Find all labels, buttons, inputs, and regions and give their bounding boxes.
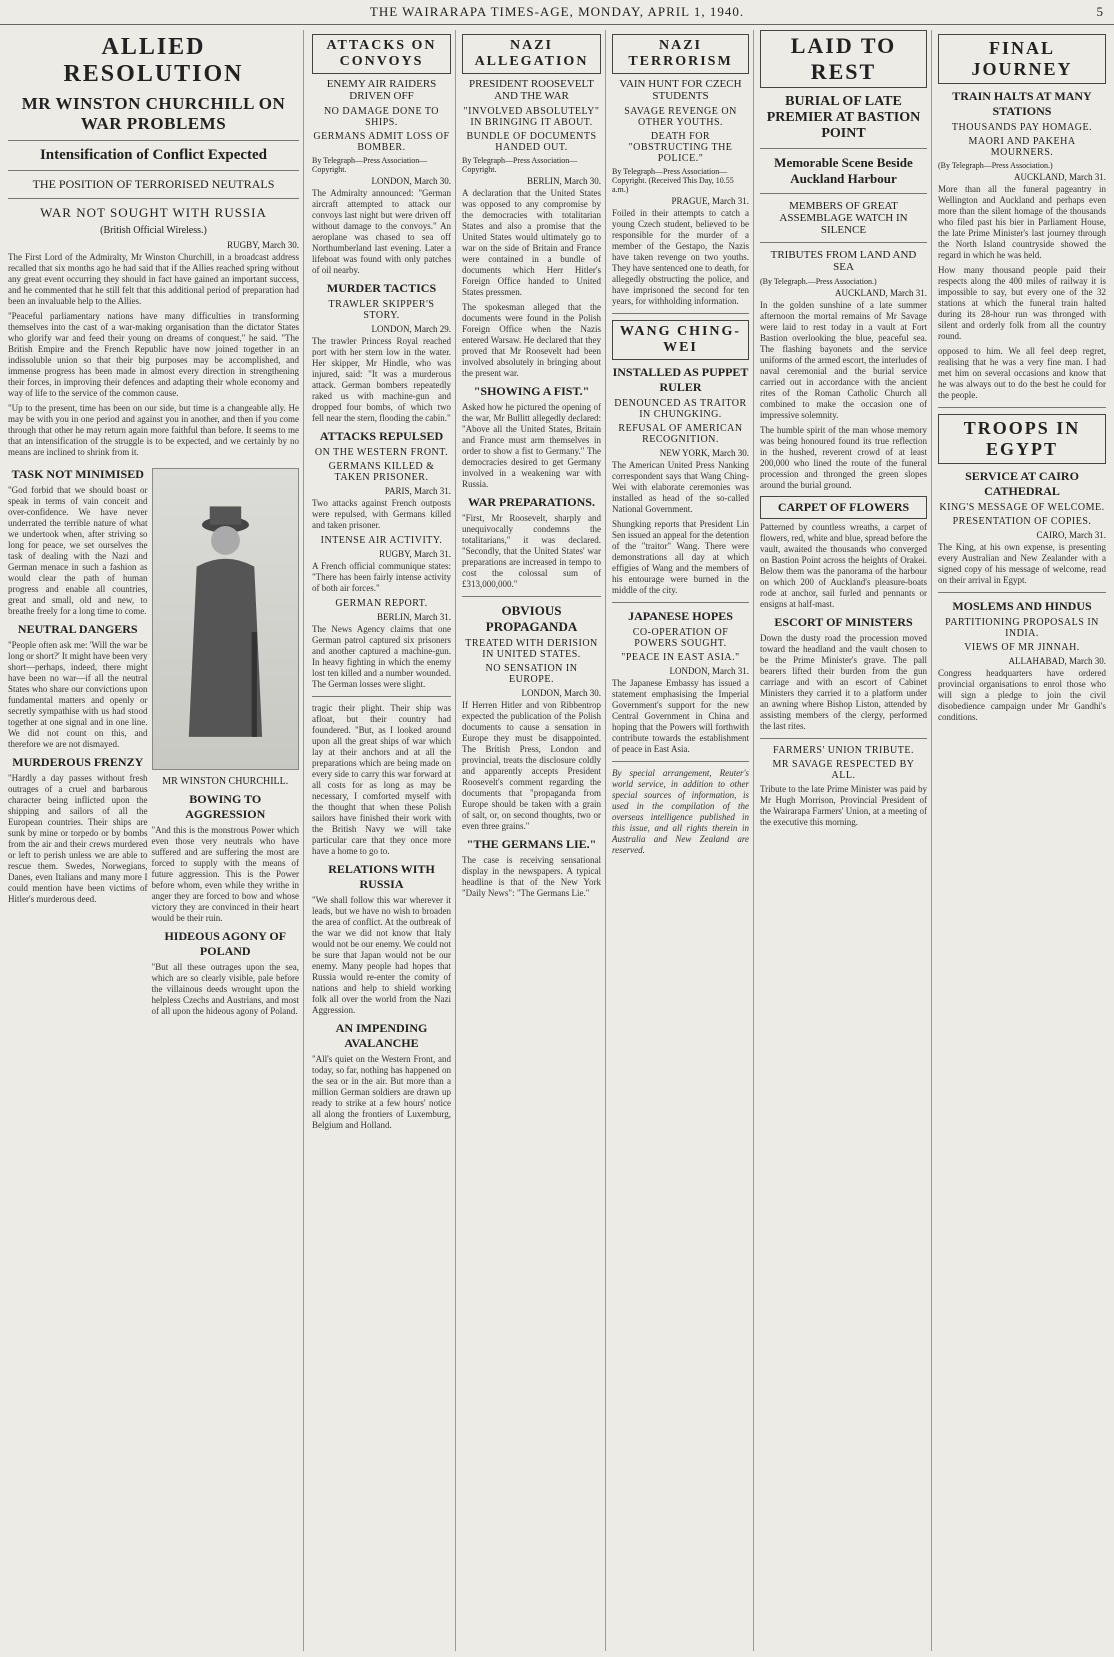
deck: GERMAN REPORT. bbox=[335, 598, 428, 609]
dateline: LONDON, March 31. bbox=[669, 666, 749, 676]
paragraph: The humble spirit of the man whose memory was being honoured found its true reflection in the hushed, reverent crowd of at least 200,000 who lined the route of the funeral procession and thronged the green slopes around the burial ground. bbox=[760, 425, 927, 490]
deck-intensification: Intensification of Conflict Expected bbox=[39, 147, 268, 163]
divider bbox=[760, 242, 927, 243]
byline: By Telegraph—Press Association—Copyright. bbox=[462, 156, 578, 174]
churchill-photo bbox=[152, 468, 299, 770]
dateline: RUGBY, March 30. bbox=[227, 240, 299, 250]
masthead-title: THE WAIRARAPA TIMES-AGE, MONDAY, APRIL 1, 1940. bbox=[369, 4, 745, 19]
deck: PRESIDENT ROOSEVELT AND THE WAR bbox=[469, 78, 594, 102]
headline-laid-to-rest: LAID TO REST bbox=[760, 30, 927, 88]
paragraph: Two attacks against French outposts were repulsed, with Germans killed and taken prisoner. bbox=[312, 498, 451, 530]
deck: GERMANS KILLED & TAKEN PRISONER. bbox=[328, 461, 435, 483]
deck: SAVAGE REVENGE ON OTHER YOUTHS. bbox=[624, 106, 737, 128]
deck: FARMERS' UNION TRIBUTE. bbox=[773, 745, 914, 756]
reuter-footnote: By special arrangement, Reuter's world service, in addition to other special sources of information, is used in the compilation of the overseas intelligence published in this issue, and all rights therein in Australia and New Zealand are reserved. bbox=[612, 768, 749, 855]
byline: By Telegraph—Press Association—Copyright. (Received This Day, 10.55 a.m.) bbox=[612, 167, 734, 194]
page-number: 5 bbox=[1096, 4, 1104, 19]
deck: MR SAVAGE RESPECTED BY ALL. bbox=[772, 759, 915, 781]
dateline: ALLAHABAD, March 30. bbox=[1008, 656, 1106, 666]
column-final-journey bbox=[934, 30, 1110, 1651]
paragraph: "People often ask me: 'Will the war be long or short?' It might have been very short—perhaps, indeed, there might have been no war—if all the neutral States who share our convictions upon fundamental matters and openly or secretly sympathise with us had stood together at one signal and in one line. We did not count on this, and therefore we are not dismayed. bbox=[8, 640, 148, 749]
deck: ENEMY AIR RAIDERS DRIVEN OFF bbox=[326, 78, 437, 102]
dateline: AUCKLAND, March 31. bbox=[835, 288, 927, 298]
paragraph: Foiled in their attempts to catch a young Czech student, believed to be responsible for the murder of a member of the Gestapo, the Nazis have taken revenge on two youths. They have sentenced one to death, for allegedly obstructing the police, and have imprisoned the second for ten years, for withholding information. bbox=[612, 208, 749, 306]
column-laid-to-rest bbox=[756, 30, 932, 1651]
subhead-impending-avalanche: AN IMPENDING AVALANCHE bbox=[335, 1021, 428, 1050]
photo-caption: MR WINSTON CHURCHILL. bbox=[162, 776, 289, 787]
paragraph: "Up to the present, time has been on our side, but time is a changeable ally. He may be with you in one period and against you in another, and then if you come through that other he may return again more faithful than before. It seems to me that an intensification of the struggle is to be expected, and we certainly by no means are inclined to shrink from it. bbox=[8, 403, 299, 457]
paragraph: "And this is the monstrous Power which even those very neutrals who have suffered and are suffering the most are forced to supply with the means of future aggression. This is the Power before whom, even while they writhe in anger they are forced to bow and whose victory they are convinced in their heart would be their ruin. bbox=[151, 825, 299, 923]
dateline: BERLIN, March 31. bbox=[377, 612, 451, 622]
subhead-attacks-repulsed: ATTACKS REPULSED bbox=[319, 429, 444, 443]
subhead-murder-tactics: MURDER TACTICS bbox=[326, 281, 437, 295]
column-attacks-on-convoys bbox=[308, 30, 456, 1651]
dateline: RUGBY, March 31. bbox=[379, 549, 451, 559]
deck: NO SENSATION IN EUROPE. bbox=[485, 663, 578, 685]
portrait-figure-icon bbox=[160, 484, 291, 754]
paragraph: More than all the funeral pageantry in Wellington and Auckland and perhaps even more than the silent homage of the thousands who filed past his bier in Parliament House, the late Prime Minister's last journey through the North Island countryside showed the regard in which he was held. bbox=[938, 184, 1106, 260]
dateline: PRAGUE, March 31. bbox=[671, 196, 749, 206]
subhead-agony-of-poland: HIDEOUS AGONY OF POLAND bbox=[164, 929, 287, 958]
paragraph: "All's quiet on the Western Front, and today, so far, nothing has happened on the sea or in the air. But more than a million German soldiers are drawn up ready to strike at a few hours' notice all along the frontiers of Luxemburg, Belgium and Holland. bbox=[312, 1054, 451, 1130]
deck: VAIN HUNT FOR CZECH STUDENTS bbox=[619, 78, 742, 102]
deck: SERVICE AT CAIRO CATHEDRAL bbox=[965, 469, 1079, 498]
deck: "PEACE IN EAST ASIA." bbox=[621, 652, 740, 663]
subhead-war-preparations: WAR PREPARATIONS. bbox=[468, 495, 595, 509]
masthead bbox=[0, 0, 1114, 25]
paragraph: "First, Mr Roosevelt, sharply and unequivocally condemns the totalitarians," it was declared. "Secondly, that the United States' war preparations are increased in tempo to cost the colossal sum of £313,000,000." bbox=[462, 513, 601, 589]
subhead-showing-a-fist: "SHOWING A FIST." bbox=[473, 384, 590, 398]
paragraph: In the golden sunshine of a late summer afternoon the mortal remains of Mr Savage were laid to rest today in a vault at Fort Bastion overlooking the blue, peaceful sea. The flashing bayonets and the service uniforms of the armed escort, the interludes of naval ceremonial and the burial service carried out in accordance with the ancient rites of the Roman Catholic Church all combined to make the occasion one of impressive solemnity. bbox=[760, 300, 927, 420]
dateline: LONDON, March 30. bbox=[521, 688, 601, 698]
deck-war-not-sought: WAR NOT SOUGHT WITH RUSSIA bbox=[40, 205, 267, 220]
paragraph: The case is receiving sensational display in the newspapers. A typical headline is that of the New York "Daily News": "The Germans Lie." bbox=[462, 855, 601, 898]
deck: TRAIN HALTS AT MANY STATIONS bbox=[952, 89, 1092, 118]
paragraph: A French official communique states: "There has been fairly intense activity of both air forces." bbox=[312, 561, 451, 593]
deck: BUNDLE OF DOCUMENTS HANDED OUT. bbox=[466, 131, 597, 153]
deck: PRESENTATION OF COPIES. bbox=[952, 516, 1092, 527]
paragraph: Congress headquarters have ordered provincial organisations to enrol those who will sign a pledge to join the civil disobedience campaign under Mr Gandhi's conditions. bbox=[938, 668, 1106, 722]
deck-terrorised-neutrals: THE POSITION OF TERRORISED NEUTRALS bbox=[32, 177, 275, 191]
dateline: AUCKLAND, March 31. bbox=[1014, 172, 1106, 182]
deck: GERMANS ADMIT LOSS OF BOMBER. bbox=[313, 131, 450, 153]
paragraph: The Japanese Embassy has issued a statement emphasising the Imperial Government's support for the new Central Government in China and hoping that the Powers will forthwith contribute towards the establishment of peace in East Asia. bbox=[612, 678, 749, 754]
subhead-escort-of-ministers: ESCORT OF MINISTERS bbox=[774, 615, 913, 629]
subhead-relations-with-russia: RELATIONS WITH RUSSIA bbox=[328, 862, 435, 891]
col1-lower bbox=[8, 462, 299, 1021]
subhead-bowing-to-aggression: BOWING TO AGGRESSION bbox=[185, 792, 266, 821]
paragraph: How many thousand people paid their respects along the 400 miles of railway it is impossible to say, but every one of the 32 stations at which the funeral train halted during its 28-hour run was thronged with silent and orderly folk from all the country round. bbox=[938, 265, 1106, 341]
paragraph: "Hardly a day passes without fresh outrages of a cruel and barbarous character being inflicted upon the shipping and sailors of all the European countries. Their ships are sunk by mine or torpedo or by bombs from the air and their crews murdered or left to perish unless we are able to rescue them. Swedes, Norwegians, Danes, even Italians and many more I could mention have been victims of Hitler's murderous deed. bbox=[8, 773, 148, 904]
paragraph: A declaration that the United States was opposed to any compromise by the democracies with totalitarian States and also a promise that the United States would ultimately go to war on the side of Britain and France were contained in a bundle of documents which Herr Hitler's Foreign Office handed to United States pressmen. bbox=[462, 188, 601, 297]
dateline: LONDON, March 29. bbox=[371, 324, 451, 334]
col1-lower-left bbox=[8, 462, 148, 1021]
deck: TRIBUTES FROM LAND AND SEA bbox=[770, 249, 917, 273]
paragraph: If Herren Hitler and von Ribbentrop expected the publication of the Polish documents to cause a sensation in Europe they must be disappointed. The British Press, London and provincial, treats the disclosure coldly and apparently accepts President Roosevelt's comment regarding the documents that "propaganda from Europe should be taken with a grain of salt, or, on second thoughts, two or even three grains." bbox=[462, 700, 601, 831]
paragraph: The Admiralty announced: "German aircraft attempted to attack our convoys last night but were driven off without damage to the convoys." An aeroplane was chased to sea off Northumberland last evening. Later a lifeboat was found with only patches of oil nearby. bbox=[312, 188, 451, 275]
subhead-japanese-hopes: JAPANESE HOPES bbox=[628, 609, 733, 623]
paragraph: Shungking reports that President Lin Sen issued an appeal for the detention of the "traitor" Wang. There were demonstrations all day at which effigies of Wang and the members of his entourage were burned in the middle of the city. bbox=[612, 519, 749, 595]
divider bbox=[8, 140, 299, 141]
paragraph: The First Lord of the Admiralty, Mr Winston Churchill, in a broadcast address recalled that six months ago he had said that if the Allies reached spring without any great event occurring they should in fact have gained an important success, and he commented that he still felt that this additional period of preparation had been an invaluable help to the Allies. bbox=[8, 252, 299, 306]
deck: Memorable Scene Beside Auckland Harbour bbox=[774, 155, 913, 186]
divider bbox=[8, 198, 299, 199]
paragraph: The News Agency claims that one German patrol captured six prisoners and another captured a machine-gun. In heavy fighting in which the enemy lost ten killed and a number wounded. The German losses were slight. bbox=[312, 624, 451, 689]
divider bbox=[760, 738, 927, 739]
headline-attacks-on-convoys: ATTACKS ON CONVOYS bbox=[312, 34, 451, 74]
paragraph: The trawler Princess Royal reached port with her stern low in the water. Her skipper, Mr Hindle, who was injured, said: "It was a murderous attack. German bombers repeatedly raked us with machine-gun and dropped four bombs, of which two fell near the stern, flooding the cabin." bbox=[312, 336, 451, 423]
headline-nazi-allegation: NAZI ALLEGATION bbox=[462, 34, 601, 74]
paragraph: Asked how he pictured the opening of the war, Mr Bullitt allegedly declared: "Above all the United States, Britain and France must arm themselves in order to show a fist to Germany." The democracies desired to get Germany involved in a weakening war with Russia. bbox=[462, 402, 601, 489]
paragraph: The spokesman alleged that the documents were found in the Polish Foreign Office when the Nazis entered Warsaw. He declared that they proved that Mr Roosevelt had been involved absolutely in bringing about the present war. bbox=[462, 302, 601, 378]
deck: MAORI AND PAKEHA MOURNERS. bbox=[968, 136, 1076, 158]
subhead-moslems-and-hindus: MOSLEMS AND HINDUS bbox=[952, 599, 1092, 613]
column-allied-resolution bbox=[4, 30, 304, 1651]
deck: INTENSE AIR ACTIVITY. bbox=[320, 535, 443, 546]
dateline: BERLIN, March 30. bbox=[527, 176, 601, 186]
subhead-germans-lie: "THE GERMANS LIE." bbox=[466, 837, 597, 851]
deck: REFUSAL OF AMERICAN RECOGNITION. bbox=[618, 423, 743, 445]
paragraph: tragic their plight. Their ship was afloat, but their country had foundered. "But, as I looked around upon all the great ships of war which lay at their anchors and at all the preparations which are being made on every side to carry this war forward at all costs for as long as may be necessary, I comforted myself with the thought that when these Polish sailors have finished their work with the British Navy we will take particular care that they once more have a home to go to. bbox=[312, 703, 451, 856]
divider bbox=[612, 602, 749, 603]
deck: THOUSANDS PAY HOMAGE. bbox=[951, 122, 1093, 133]
paragraph: Patterned by countless wreaths, a carpet of flowers, red, white and blue, spread before the vault, awaited the thousands who converged on Bastion Point across the heights of Orakei. Below them was the panorama of the harbour on which 200 of Auckland's pleasure-boats rode at anchor, sail furled and pennants or ensigns at half-mast. bbox=[760, 522, 927, 609]
divider bbox=[8, 170, 299, 171]
paragraph: Tribute to the late Prime Minister was paid by Mr Hugh Morrison, Provincial President of the Wairarapa Farmers' Union, at a meeting of the executive this morning. bbox=[760, 784, 927, 827]
paragraph: The American United Press Nanking correspondent says that Wang Ching-Wei with elaborate ceremonies was installed as head of the so-called National Government. bbox=[612, 460, 749, 514]
subhead-carpet-of-flowers: CARPET OF FLOWERS bbox=[760, 496, 927, 519]
deck: CO-OPERATION OF POWERS SOUGHT. bbox=[632, 627, 729, 649]
paragraph: Down the dusty road the procession moved toward the headland and the vault chosen to be the Prime Minister's grave. The pall bearers lifted their burden from the gun carriage and with an escort of Cabinet Ministers they carried it to a platform under an awning where Bishop Liston, attended by assisting members of the clergy, performed the last rites. bbox=[760, 633, 927, 731]
deck: DENOUNCED AS TRAITOR IN CHUNGKING. bbox=[614, 398, 747, 420]
paragraph: "God forbid that we should boast or speak in terms of vain conceit and over-confidence. We have never underrated the terrible nature of what we undertook when, after striving so long for peace, we set ourselves the task of dealing with the Nazi and German menace in such a fashion as would clear the path of human progress and enable all countries, great and small, old and new, to breathe freely for a long time to come. bbox=[8, 485, 148, 616]
divider bbox=[760, 148, 927, 149]
paragraph: The King, at his own expense, is presenting every Australian and New Zealander with a signed copy of his message of welcome, read on their arrival in Egypt. bbox=[938, 542, 1106, 585]
deck: BURIAL OF LATE PREMIER AT BASTION POINT bbox=[766, 94, 921, 141]
deck: INSTALLED AS PUPPET RULER bbox=[612, 365, 749, 394]
divider bbox=[938, 592, 1106, 593]
paragraph: opposed to him. We all feel deep regret, realising that he was a very fine man. I had met him on several occasions and know that he was always out to do the best he could for the people. bbox=[938, 346, 1106, 400]
byline: (By Telegraph—Press Association.) bbox=[938, 161, 1053, 170]
subhead-neutral-dangers: NEUTRAL DANGERS bbox=[17, 622, 138, 636]
subhead-task-not-minimised: TASK NOT MINIMISED bbox=[11, 467, 144, 481]
subhead-murderous-frenzy: MURDEROUS FRENZY bbox=[12, 755, 144, 769]
deck: MEMBERS OF GREAT ASSEMBLAGE WATCH IN SILENCE bbox=[779, 200, 908, 236]
subhead-obvious-propaganda: OBVIOUS PROPAGANDA bbox=[485, 603, 578, 634]
byline: By Telegraph—Press Association—Copyright. bbox=[312, 156, 428, 174]
deck: KING'S MESSAGE OF WELCOME. bbox=[939, 502, 1105, 513]
byline: (By Telegraph.—Press Association.) bbox=[760, 277, 877, 286]
paragraph: "But all these outrages upon the sea, which are so clearly visible, pale before the villainous deeds wrought upon the helpless Czechs and Austrians, and most of all upon the hideous agony of Poland. bbox=[151, 962, 299, 1016]
dateline: LONDON, March 30. bbox=[371, 176, 451, 186]
divider bbox=[312, 696, 451, 697]
headline-final-journey: FINAL JOURNEY bbox=[938, 34, 1106, 84]
divider bbox=[612, 313, 749, 314]
subhead-troops-in-egypt: TROOPS IN EGYPT bbox=[938, 414, 1106, 464]
deck: PARTITIONING PROPOSALS IN INDIA. bbox=[945, 617, 1099, 639]
deck: TREATED WITH DERISION IN UNITED STATES. bbox=[465, 638, 598, 660]
deck: "INVOLVED ABSOLUTELY" IN BRINGING IT ABOUT. bbox=[463, 106, 600, 128]
headline-allied-resolution: ALLIED RESOLUTION bbox=[63, 34, 244, 87]
paragraph: "Peaceful parliamentary nations have many difficulties in transforming themselves into the cast of a war-making organisation than the dictator States who glorify war and feed their young on dreams of conquest," he said. "The British Empire and the French Republic have now joined together in an indissoluble union so that their big purposes may be accomplished, and immense progress has been made in almost every direction in strengthening their forces, in improving their defences and adapting their whole economy and way of life to the service of the common cause. bbox=[8, 311, 299, 398]
divider bbox=[938, 407, 1106, 408]
subhead-wang-ching-wei: WANG CHING-WEI bbox=[612, 320, 749, 360]
deck: TRAWLER SKIPPER'S STORY. bbox=[328, 299, 435, 321]
column-nazi-terrorism bbox=[608, 30, 754, 1651]
col1-lower-right bbox=[152, 462, 299, 1021]
deck: VIEWS OF MR JINNAH. bbox=[964, 642, 1080, 653]
dateline: PARIS, March 31. bbox=[384, 486, 451, 496]
source-line: (British Official Wireless.) bbox=[100, 225, 207, 236]
deck: NO DAMAGE DONE TO SHIPS. bbox=[323, 106, 440, 128]
deck: DEATH FOR "OBSTRUCTING THE POLICE." bbox=[628, 131, 733, 164]
deck: ON THE WESTERN FRONT. bbox=[314, 447, 449, 458]
subhead-churchill: MR WINSTON CHURCHILL ON WAR PROBLEMS bbox=[21, 94, 286, 133]
dateline: NEW YORK, March 30. bbox=[659, 448, 749, 458]
dateline: CAIRO, March 31. bbox=[1036, 530, 1106, 540]
column-nazi-allegation bbox=[458, 30, 606, 1651]
headline-nazi-terrorism: NAZI TERRORISM bbox=[612, 34, 749, 74]
divider bbox=[760, 193, 927, 194]
paragraph: "We shall follow this war wherever it leads, but we have no wish to broaden the area of conflict. At the outbreak of the war we did not know that Italy would not be our enemy. We could not be sure that Japan would not be our enemy. Many people had hopes that Russia would re-enter the comity of nations and help to shield working folk all over the world from the Nazi Aggression. bbox=[312, 895, 451, 1015]
divider bbox=[462, 596, 601, 597]
divider bbox=[612, 761, 749, 762]
